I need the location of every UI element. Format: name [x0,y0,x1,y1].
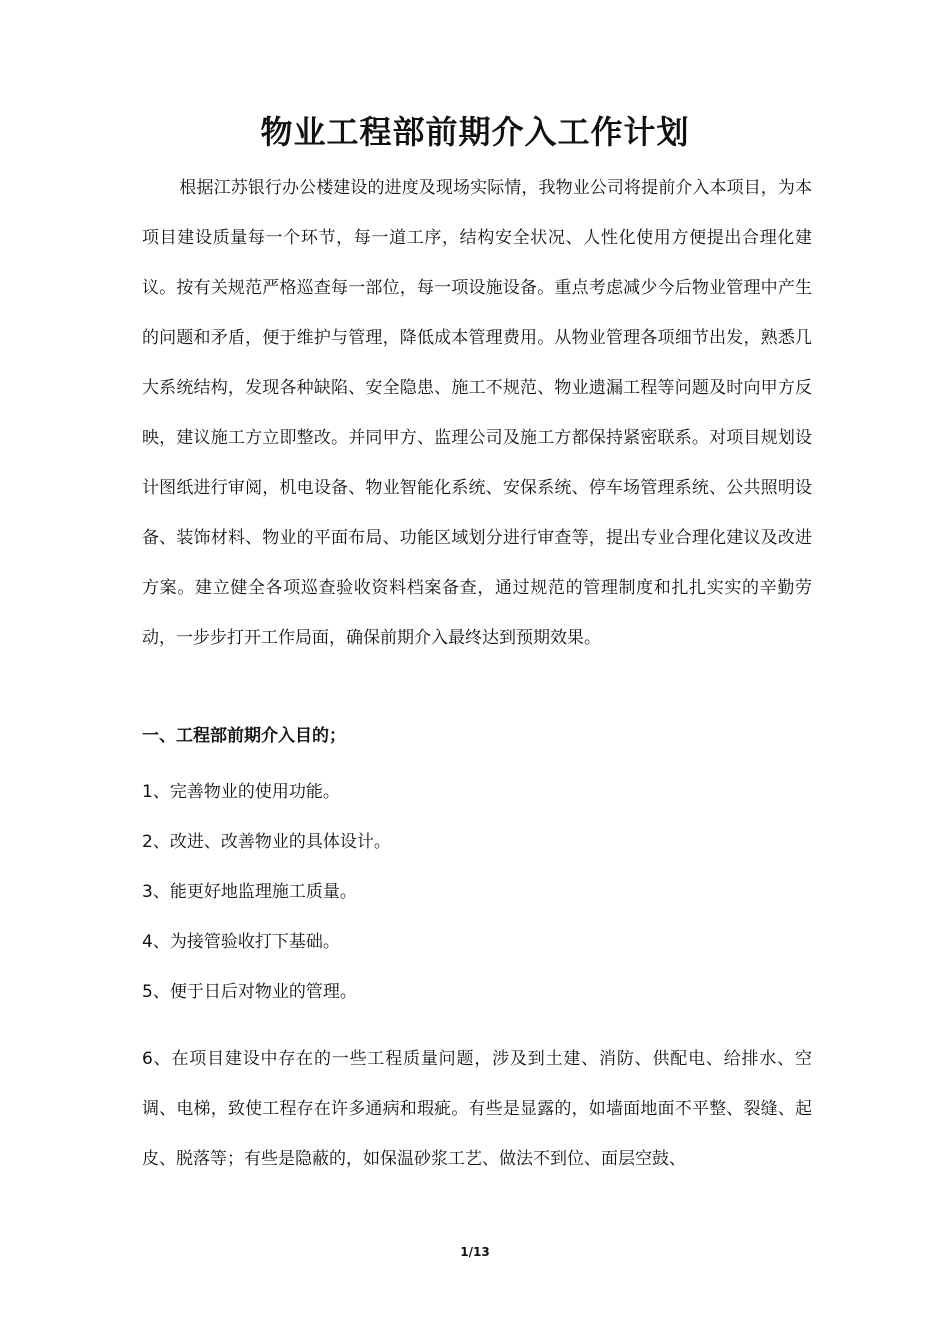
purpose-list [142,767,812,1017]
list-item: 2、改进、改善物业的具体设计。 [142,832,391,852]
intro-paragraph: 根据江苏银行办公楼建设的进度及现场实际情，我物业公司将提前介入本项目，为本项目建设质量每一个环节，每一道工序，结构安全状况、人性化使用方便提出合理化建议。按有关规范严格巡查每一部位，每一项设施设备。重点考虑减少今后物业管理中产生的问题和矛盾，便于维护与管理，降低成本管理费用。从物业管理各项细节出发，熟悉几大系统结构，发现各种缺陷、安全隐患、施工不规范、物业遗漏工程等问题及时向甲方反映，建议施工方立即整改。并同甲方、监理公司及施工方都保持紧密联系。对项目规划设计图纸进行审阅，机电设备、物业智能化系统、安保系统、停车场管理系统、公共照明设备、装饰材料、物业的平面布局、功能区域划分进行审查等，提出专业合理化建议及改进方案。建立健全各项巡查验收资料档案备查，通过规范的管理制度和扎扎实实的辛勤劳动，一步步打开工作局面，确保前期介入最终达到预期效果。 [142,178,812,648]
page-number: 1/13 [460,1245,490,1259]
list-item: 1、完善物业的使用功能。 [142,782,340,802]
document-title: 物业工程部前期介入工作计划 [260,113,690,151]
item-6-paragraph: 6、在项目建设中存在的一些工程质量问题，涉及到土建、消防、供配电、给排水、空调、电梯，致使工程存在许多通病和瑕疵。有些是显露的，如墙面地面不平整、裂缝、起皮、脱落等；有些是隐蔽的，如保温砂浆工艺、做法不到位、面层空鼓、 [142,1049,812,1169]
section-heading-purpose: 一、工程部前期介入目的； [142,726,346,746]
list-item: 3、能更好地监理施工质量。 [142,882,357,902]
list-item: 5、便于日后对物业的管理。 [142,982,357,1002]
list-item: 4、为接管验收打下基础。 [142,932,340,952]
